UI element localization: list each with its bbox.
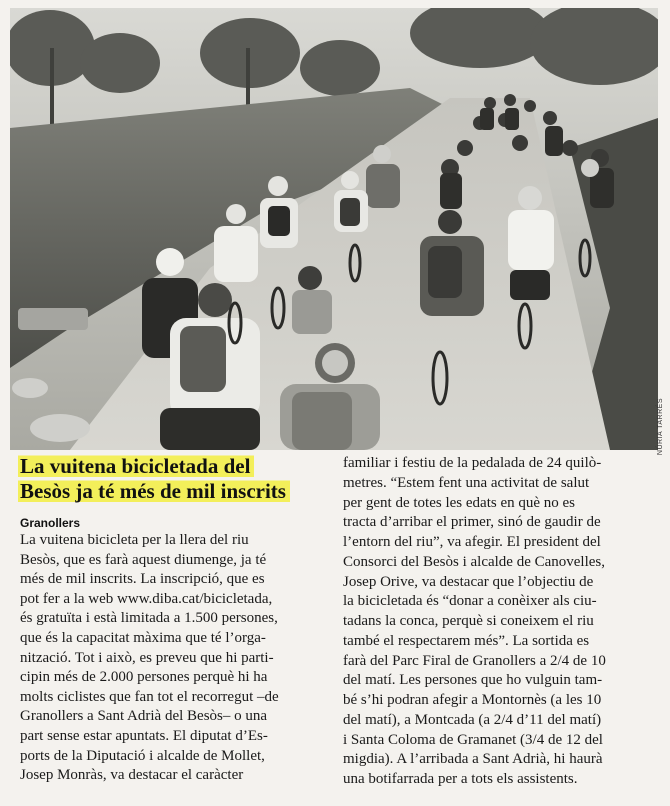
article-column-right [343, 454, 659, 790]
article-photo [10, 8, 658, 450]
article-dateline: Granollers [20, 516, 81, 530]
headline-line-2: Besòs ja té més de mil inscrits [18, 479, 290, 503]
article-body-column-2: familiar i festiu de la pedalada de 24 quilò- metres. “Estem fent una activitat de salut per gent de totes les edats en què no es tracta d’arribar el primer, sinó de gaudir de l’entorn del riu”, va afegir. El president del Consorci del Besòs i alcalde de Canovelles, Josep Orive, va destacar que l’objectiu de la bicicletada és “donar a conèixer als ciu- tadans la conca, perquè si coneixem el riu també el respectarem més”. La sortida es farà del Parc Firal de Granollers a 2/4 de 10 del matí. Les persones que ho vulguin tam- bé s’hi podran afegir a Montornès (a les 10 del matí), a Montcada (a 2/4 d’11 del matí) i Santa Coloma de Gramanet (3/4 de 12 del migdia). A l’arribada a Sant Adrià, hi haurà una botifarrada per a tots els assistents. [343, 455, 606, 787]
headline-line-1: La vuitena bicicletada del [18, 454, 254, 478]
article-column-left [18, 454, 338, 786]
cyclists-photo-illustration [10, 8, 658, 450]
article-headline [18, 454, 338, 504]
article-body-column-1: La vuitena bicicleta per la llera del riu Besòs, que es farà aquest diumenge, ja té més de mil inscrits. La inscripció, que es pot fer a la web www.diba.cat/bicicletada, és gratuïta i està limitada a 1.500 persones, que és la capacitat màxima que té l’orga- nització. Tot i això, es preveu que hi parti- cipin més de 2.000 persones perquè hi ha molts ciclistes que fan tot el recorregut –de Granollers a Sant Adrià del Besòs– o una part sense estar apuntats. El diputat d’Es- ports de la Diputació i alcalde de Mollet, Josep Monràs, va destacar el caràcter [20, 532, 279, 784]
photo-credit: NÚRIA TARRÉS [657, 398, 664, 456]
